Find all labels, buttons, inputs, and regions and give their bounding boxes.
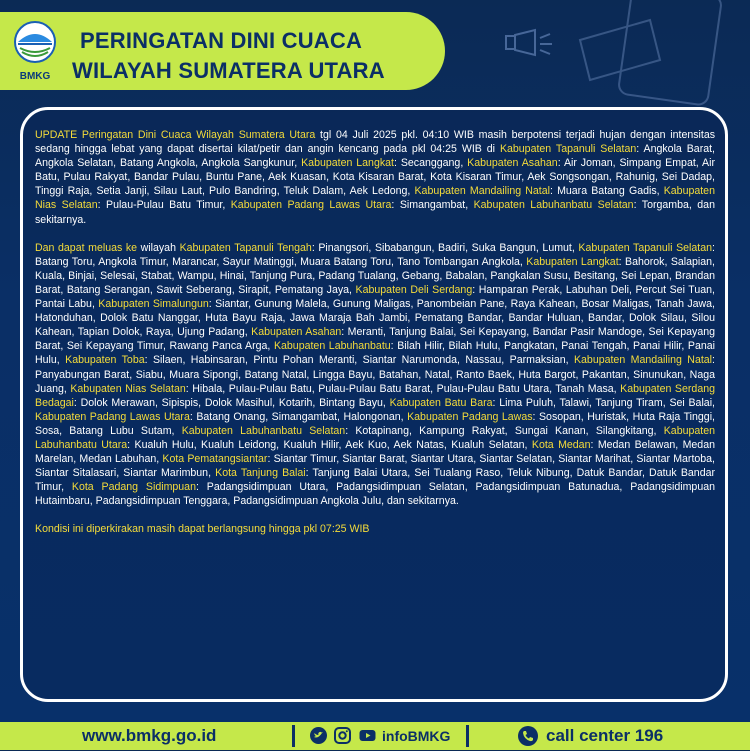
region-text: : Simangambat, <box>391 199 474 212</box>
region-name: Kabupaten Deli Serdang <box>355 283 473 296</box>
region-text: : Torgamba, dan sekitarnya. <box>35 199 715 226</box>
region-text: : Bahorok, Salapian, Kuala, Binjai, Selesai, Stabat, Wampu, Hinai, Tanjung Pura, Padang Tualang, Gebang, Babalan, Pangkalan Susu, Besitang, Sei Lepan, Brandan Barat, Batang Serangan, Sawit Seberang, Sirapit, Pematang Jaya, <box>35 255 715 296</box>
region-text: : Kualuh Hulu, Kualuh Leidong, Kualuh Hilir, Aek Kuo, Aek Natas, Kualuh Selatan, <box>127 438 532 451</box>
website-link[interactable]: www.bmkg.go.id <box>82 726 217 745</box>
region-name: Kabupaten Langkat <box>301 157 394 170</box>
footer-divider <box>466 725 469 747</box>
region-name: Kota Padang Sidimpuan <box>71 481 196 494</box>
region-text: : Medan Belawan, Medan Marelan, Medan Labuhan, <box>35 438 715 466</box>
region-text: : Bilah Hilir, Bilah Hulu, Pangkatan, Panai Tengah, Panai Hilir, Panai Hulu, <box>35 340 715 367</box>
region-name: Kota Tanjung Balai <box>215 467 306 480</box>
closing-note: Kondisi ini diperkirakan masih dapat berlangsung hingga pkl 07:25 WIB <box>35 523 370 536</box>
social-icons <box>310 727 379 745</box>
header-banner <box>0 12 445 90</box>
region-text: : Silaen, Habinsaran, Pintu Pohan Meranti, Siantar Narumonda, Nassau, Parmaksian, <box>144 354 574 367</box>
region-name: Kabupaten Mandailing Natal <box>414 185 550 198</box>
bmkg-logo <box>10 20 60 82</box>
region-name: Kabupaten Padang Lawas Utara <box>230 199 392 212</box>
region-name: Kabupaten Labuhanbatu <box>273 340 391 353</box>
region-text: wilayah <box>137 241 180 254</box>
call-center[interactable]: call center 196 <box>546 726 664 745</box>
region-text: : Sosopan, Huristak, Huta Raja Tinggi, Sosa, Batang Lubu Sutam, <box>35 410 715 437</box>
region-text: : Kotapinang, Kampung Rakyat, Sungai Kanan, Silangkitang, <box>345 424 664 437</box>
region-name: Dan dapat meluas ke <box>35 241 138 254</box>
region-name: Kabupaten Serdang Bedagai <box>35 382 715 409</box>
region-name: Kabupaten Tapanuli Tengah <box>179 241 312 254</box>
region-text: : Angkola Barat, Angkola Selatan, Batang Angkola, Angkola Sangkunur, <box>35 143 716 170</box>
phone-icon[interactable] <box>518 726 538 746</box>
region-name: Kabupaten Padang Lawas Utara <box>35 410 190 423</box>
region-name: Kabupaten Labuhanbatu Selatan <box>473 199 634 212</box>
region-name: Kabupaten Langkat <box>526 255 619 268</box>
region-text: : Muara Batang Gadis, <box>549 185 664 198</box>
region-name: Kota Medan <box>531 438 591 451</box>
region-text: tgl 04 Juli 2025 pkl. 04:10 WIB masih berpotensi terjadi hujan dengan intensitas sedang hingga lebat yang dapat disertai kilat/petir dan angin kencang pada pkl 04:25 WIB di <box>35 129 716 156</box>
page-title-line1: PERINGATAN DINI CUACA <box>80 28 363 53</box>
region-text: : Pulau-Pulau Batu Timur, <box>97 199 231 212</box>
region-text: : Tanjung Balai Utara, Sei Tualang Raso, Teluk Nibung, Datuk Bandar, Datuk Bandar Timur, <box>35 467 716 494</box>
warning-text <box>35 128 715 551</box>
region-text: : Dolok Merawan, Sipispis, Dolok Masihul, Kotarih, Bintang Bayu, <box>73 396 390 409</box>
region-name: Kabupaten Mandailing Natal <box>573 354 713 367</box>
page-title-line2: WILAYAH SUMATERA UTARA <box>72 58 385 83</box>
region-name: Kabupaten Simalungun <box>98 298 209 311</box>
region-text: : Panyabungan Barat, Siabu, Muara Sipongi, Batang Natal, Lingga Bayu, Batahan, Natal, Ranto Baek, Huta Bargot, Pakantan, Sinunukan, Naga Juang, <box>35 354 715 395</box>
region-name: Kabupaten Tapanuli Selatan <box>578 241 713 254</box>
region-text: : Secanggang, <box>393 157 468 170</box>
youtube-icon[interactable] <box>359 727 376 744</box>
region-name: Kabupaten Batu Bara <box>389 396 493 409</box>
warning-paragraph-1 <box>35 128 715 227</box>
region-name: Kota Pematangsiantar <box>162 453 268 466</box>
region-name: Kabupaten Tapanuli Selatan <box>499 143 637 156</box>
region-text: : Batang Onang, Simangambat, Halongonan, <box>189 410 408 423</box>
twitter-icon[interactable] <box>310 727 327 744</box>
region-name: UPDATE Peringatan Dini Cuaca Wilayah Sumatera Utara <box>35 129 316 141</box>
warning-paragraph-2 <box>35 241 715 509</box>
region-text: : Hibala, Pulau-Pulau Batu, Pulau-Pulau Batu Barat, Pulau-Pulau Batu Utara, Tanah Masa, <box>185 382 621 395</box>
region-name: Kabupaten Padang Lawas <box>407 410 533 423</box>
region-text: : Air Joman, Simpang Empat, Air Batu, Pulau Rakyat, Bandar Pulau, Buntu Pane, Aek Kuasan, Kota Kisaran Barat, Kota Kisaran Timur, Aek Songsongan, Rahunig, Sei Dadap, Tinggi Raja, Setia Janji, Silau Laut, Pulo Bandring, Teluk Dalam, Aek Ledong, <box>35 157 715 198</box>
region-text: : Lima Puluh, Talawi, Tanjung Tiram, Sei Balai, <box>492 396 715 409</box>
region-name: Kabupaten Asahan <box>467 157 558 170</box>
region-text: : Meranti, Tanjung Balai, Sei Kepayang, Bandar Pasir Mandoge, Sei Kepayang Barat, Sei Kepayang Timur, Rawang Panca Arga, <box>35 326 715 353</box>
region-name: Kabupaten Toba <box>65 354 145 367</box>
region-name: Kabupaten Asahan <box>251 326 342 339</box>
region-name: Kabupaten Labuhanbatu Selatan <box>181 424 346 437</box>
instagram-icon[interactable] <box>334 727 351 744</box>
region-text: : Padangsidimpuan Utara, Padangsidimpuan Selatan, Padangsidimpuan Batunadua, Padangsidimpuan Hutaimbaru, Padangsidimpuan Tenggara, Padangsidimpuan Angkola Julu, dan sekitarnya. <box>35 481 716 508</box>
region-name: Kabupaten Nias Selatan <box>35 185 715 212</box>
megaphone-icon <box>506 30 552 55</box>
footer-divider <box>292 725 295 747</box>
logo-label: BMKG <box>19 71 51 82</box>
social-handle[interactable]: infoBMKG <box>382 728 451 744</box>
region-text: : Pinangsori, Sibabangun, Badiri, Suka Bangun, Lumut, <box>311 241 579 254</box>
footer-bar <box>0 722 750 750</box>
region-text: : Siantar Timur, Siantar Barat, Siantar Utara, Siantar Selatan, Siantar Marihat, Siantar Martoba, Siantar Sitalasari, Siantar Marimbun, <box>35 453 716 480</box>
region-text: : Hamparan Perak, Labuhan Deli, Percut Sei Tuan, Pantai Labu, <box>35 283 715 311</box>
region-text: : Batang Toru, Angkola Timur, Marancar, Sayur Matinggi, Muara Batang Toru, Tano Tombangan Angkola, <box>35 241 715 268</box>
region-text: : Siantar, Gunung Malela, Gunung Maligas, Panombeian Pane, Raya Kahean, Bosar Maligas, Tanah Jawa, Hatonduhan, Dolok Batu Nanggar, Huta Bayu Raja, Jawa Maraja Bah Jambi, Pematang Bandar, Bandar Huluan, Bandar, Dolok Silau, Silou Kahean, Tapian Dolok, Raya, Ujung Padang, <box>35 298 715 339</box>
region-name: Kabupaten Labuhanbatu Utara <box>35 424 715 451</box>
bmkg-emblem-icon <box>10 20 60 68</box>
region-name: Kabupaten Nias Selatan <box>70 382 186 395</box>
